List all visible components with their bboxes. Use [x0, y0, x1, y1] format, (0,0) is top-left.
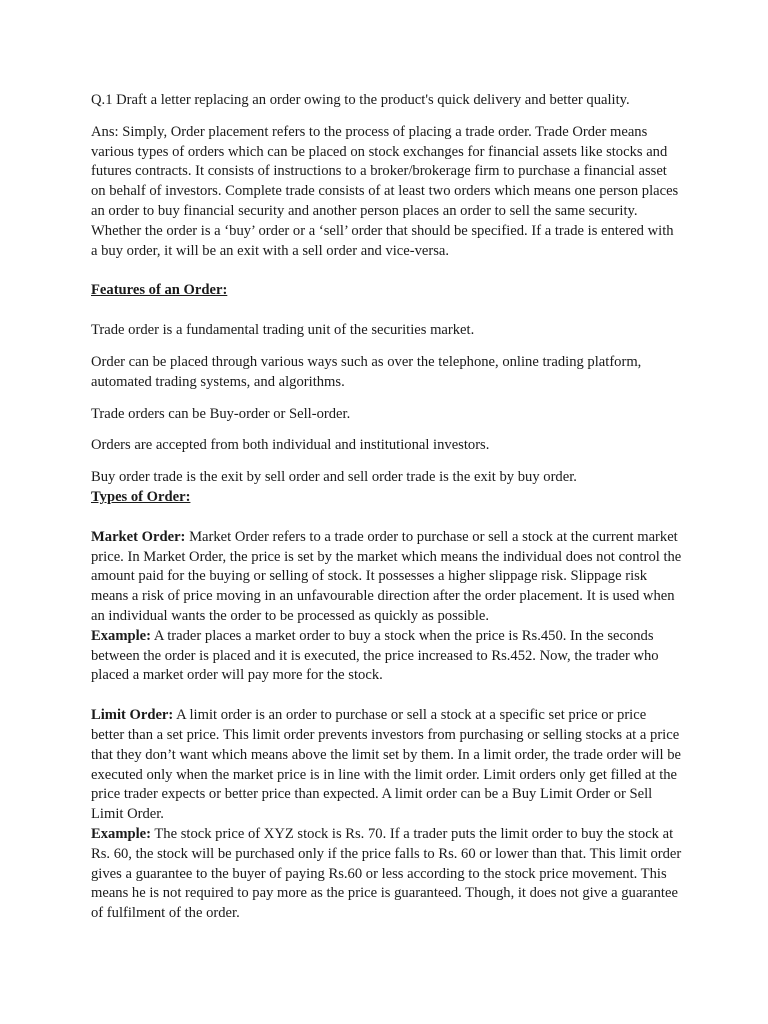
types-heading: Types of Order: — [91, 488, 191, 505]
market-order-paragraph — [91, 528, 683, 627]
market-example-label: Example: — [91, 627, 151, 644]
limit-order-example — [91, 825, 683, 924]
feature-item: Orders are accepted from both individual and institutional investors. — [91, 437, 490, 454]
question-text: Q.1 Draft a letter replacing an order owing to the product's quick delivery and better quality. — [91, 92, 630, 108]
document-body — [91, 91, 683, 924]
features-list — [91, 321, 683, 488]
market-order-term: Market Order: — [91, 528, 186, 545]
feature-item: Trade order is a fundamental trading unit of the securities market. — [91, 322, 475, 339]
market-example-text: A trader places a market order to buy a stock when the price is Rs.450. In the seconds between the order is placed and it is executed, the price increased to Rs.452. Now, the trader who placed a market order will pay more for the stock. — [91, 627, 659, 684]
limit-order-text: A limit order is an order to purchase or sell a stock at a specific set price or price better than a set price. This limit order prevents investors from purchasing or selling stocks at a price that they don’t want which means above the limit set by them. In a limit order, the trade order will be executed only when the market price is in line with the limit order. Limit orders only get filled at the price trader expects or better price than expected. A limit order can be a Buy Limit Order or Sell Limit Order. — [91, 707, 682, 823]
feature-item: Buy order trade is the exit by sell order and sell order trade is the exit by buy order. — [91, 469, 577, 486]
feature-item: Trade orders can be Buy-order or Sell-order. — [91, 405, 351, 422]
limit-order-term: Limit Order: — [91, 707, 174, 724]
limit-example-text: The stock price of XYZ stock is Rs. 70. If a trader puts the limit order to buy the stock at Rs. 60, the stock will be purchased only if the price falls to Rs. 60 or lower than that. This limit order gives a guarantee to the buyer of paying Rs.60 or less according to the stock price movement. This means he is not required to pay more as the price is guaranteed. Though, it does not give a guarantee of fulfilment of the order. — [91, 825, 682, 922]
market-order-example — [91, 627, 683, 686]
feature-item: Order can be placed through various ways such as over the telephone, online trading platform, automated trading systems, and algorithms. — [91, 353, 642, 390]
limit-example-label: Example: — [91, 825, 151, 842]
market-order-text: Market Order refers to a trade order to purchase or sell a stock at the current market price. In Market Order, the price is set by the market which means the individual does not control the amount paid for the buying or selling of stock. It possesses a higher slippage risk. Slippage risk means a risk of price moving in an unfavourable direction after the order placement. It is used when an individual wants the order to be processed as quickly as possible. — [91, 528, 682, 624]
features-heading: Features of an Order: — [91, 282, 228, 299]
limit-order-paragraph — [91, 706, 683, 825]
answer-paragraph: Ans: Simply, Order placement refers to the process of placing a trade order. Trade Order means various types of orders which can be placed on stock exchanges for financial assets like stocks and futures contracts. It consists of instructions to a broker/brokerage firm to purchase a financial asset on behalf of investors. Complete trade consists of at least two orders which means one person places an order to buy financial security and another person places an order to sell the same security. Whether the order is a ‘buy’ order or a ‘sell’ order that should be specified. If a trade is entered with a buy order, it will be an exit with a sell order and vice-versa. — [91, 123, 679, 259]
